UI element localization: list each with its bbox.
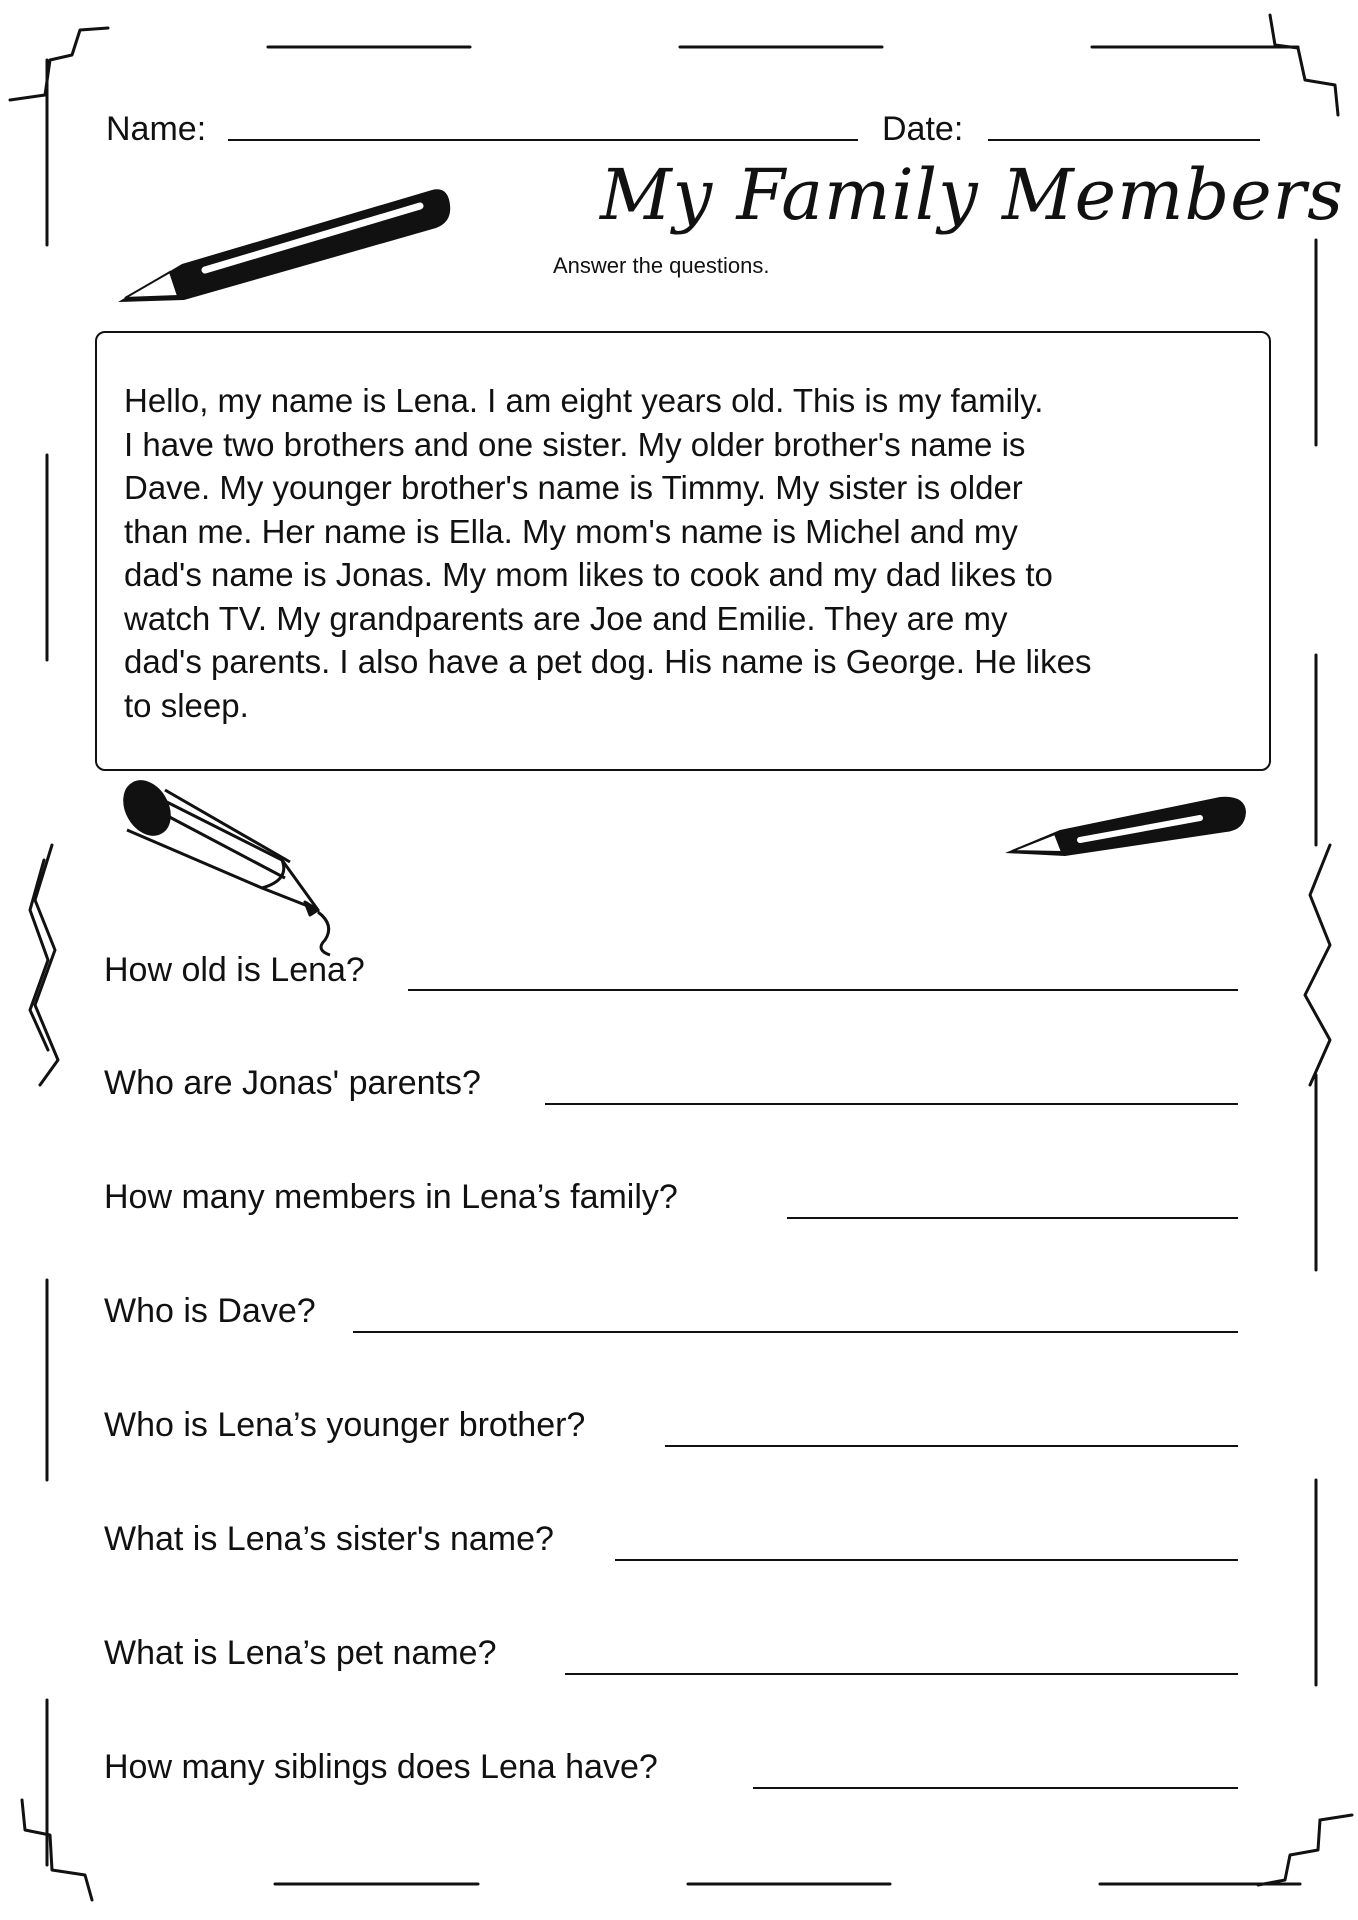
date-label: Date: xyxy=(882,110,964,148)
answer-line[interactable] xyxy=(787,1217,1238,1219)
question-label: Who is Lena’s younger brother? xyxy=(104,1406,586,1444)
pencil-icon xyxy=(116,774,330,955)
pencil-icon xyxy=(1005,797,1246,856)
passage-line: dad's name is Jonas. My mom likes to cook and my dad likes to xyxy=(124,556,1053,593)
page-title: My Family Members xyxy=(600,154,1345,236)
passage-line: Hello, my name is Lena. I am eight years old. This is my family. xyxy=(124,382,1044,419)
answer-line[interactable] xyxy=(753,1787,1238,1789)
answer-line[interactable] xyxy=(665,1445,1238,1447)
passage-line: watch TV. My grandparents are Joe and Emilie. They are my xyxy=(124,599,1008,637)
passage-line: I have two brothers and one sister. My older brother's name is xyxy=(124,425,1026,463)
answer-line[interactable] xyxy=(353,1331,1238,1333)
date-answer-line[interactable] xyxy=(988,139,1260,141)
reading-passage-box xyxy=(95,331,1271,771)
name-label: Name: xyxy=(106,110,207,148)
passage-line: to sleep. xyxy=(124,686,249,724)
passage-line: Dave. My younger brother's name is Timmy. My sister is older xyxy=(124,469,1023,506)
pencil-icon xyxy=(118,189,450,302)
question-label: What is Lena’s pet name? xyxy=(104,1634,497,1672)
question-label: How many members in Lena’s family? xyxy=(104,1178,678,1216)
question-label: Who are Jonas' parents? xyxy=(104,1064,481,1102)
instruction-text: Answer the questions. xyxy=(553,253,770,278)
answer-line[interactable] xyxy=(565,1673,1238,1675)
passage-line: than me. Her name is Ella. My mom's name is Michel and my xyxy=(124,512,1018,550)
answer-line[interactable] xyxy=(545,1103,1238,1105)
question-label: How many siblings does Lena have? xyxy=(104,1748,658,1786)
passage-line: dad's parents. I also have a pet dog. His name is George. He likes xyxy=(124,643,1092,680)
question-label: Who is Dave? xyxy=(104,1292,316,1330)
question-label: How old is Lena? xyxy=(104,951,365,989)
answer-line[interactable] xyxy=(615,1559,1238,1561)
question-label: What is Lena’s sister's name? xyxy=(104,1520,554,1558)
answer-line[interactable] xyxy=(408,989,1238,991)
name-answer-line[interactable] xyxy=(228,139,858,141)
